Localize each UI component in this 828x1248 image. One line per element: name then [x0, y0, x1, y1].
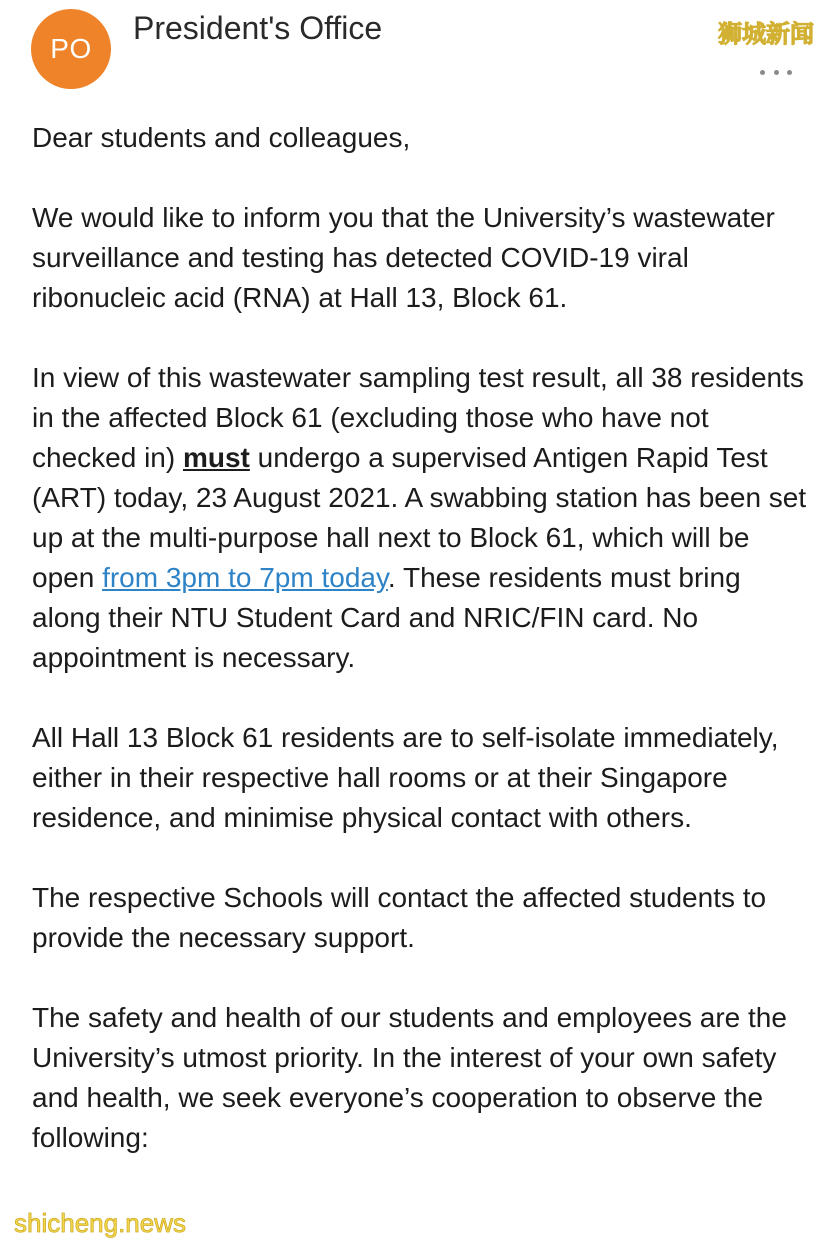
email-paragraph-5: The safety and health of our students and employees are the University’s utmost priority. In the interest of your own safety and health, we seek everyone’s cooperation to observe the following:	[32, 1002, 787, 1153]
p2-text-before-must: In view of this wastewater sampling test result, all 38 residents in the affected Block 61 (excluding those who have not checked in)	[32, 362, 804, 473]
sender-name[interactable]: President's Office	[133, 10, 383, 46]
email-paragraph-1: We would like to inform you that the University’s wastewater surveillance and testing has detected COVID-19 viral ribonucleic acid (RNA) at Hall 13, Block 61.	[32, 202, 775, 313]
email-greeting: Dear students and colleagues,	[32, 122, 411, 153]
email-header	[0, 0, 828, 110]
email-paragraph-4: The respective Schools will contact the affected students to provide the necessary support.	[32, 882, 767, 953]
p2-text-after-link: . These residents must bring along their NTU Student Card and NRIC/FIN card. No appointment is necessary.	[32, 562, 741, 673]
sender-avatar[interactable]: PO	[31, 9, 111, 89]
test-time-link[interactable]: from 3pm to 7pm today	[102, 562, 388, 593]
email-body	[32, 118, 812, 1158]
watermark-site-bottom: shicheng.news	[14, 1208, 186, 1238]
more-dot-icon	[760, 70, 765, 75]
email-paragraph-2	[32, 358, 812, 678]
email-paragraph-3: All Hall 13 Block 61 residents are to self-isolate immediately, either in their respective hall rooms or at their Singapore residence, and minimise physical contact with others.	[32, 722, 779, 833]
watermark-logo-top: 狮城新闻	[718, 20, 814, 48]
more-horizontal-icon[interactable]	[760, 64, 792, 80]
more-dot-icon	[774, 70, 779, 75]
p2-text-after-must: undergo a supervised Antigen Rapid Test (ART) today, 23 August 2021. A swabbing station has been set up at the multi-purpose hall next to Block 61, which will be open	[32, 442, 807, 593]
more-dot-icon	[787, 70, 792, 75]
must-emphasis: must	[182, 442, 250, 473]
